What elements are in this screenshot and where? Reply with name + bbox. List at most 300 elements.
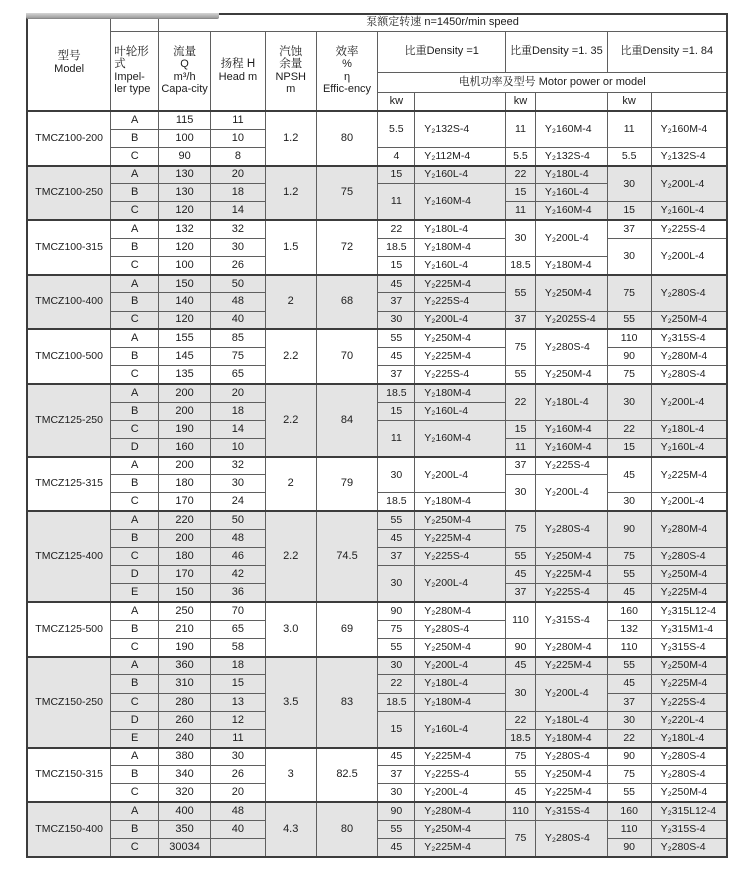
kw-density184-cell: 55: [607, 657, 651, 675]
motor-density1-cell: Y₂225M-4: [415, 347, 506, 365]
head-cell: 14: [211, 202, 266, 220]
efficiency-cell: 70: [316, 329, 378, 384]
capacity-cell: 115: [159, 111, 211, 129]
head-cell: 26: [211, 257, 266, 275]
kw-density135-cell: 55: [506, 548, 536, 566]
table-row: [27, 457, 727, 475]
kw-density1-cell: 37: [378, 366, 415, 384]
kw-density135-cell: 45: [506, 657, 536, 675]
capacity-cell: 200: [159, 529, 211, 547]
header-motor-model-density135: [535, 92, 607, 111]
kw-density1-cell: 15: [378, 166, 415, 184]
head-cell: 20: [211, 166, 266, 184]
model-cell: TMCZ100-315: [27, 220, 111, 275]
head-cell: 48: [211, 293, 266, 311]
head-cell: 12: [211, 711, 266, 729]
motor-density135-cell: Y₂280S-4: [535, 820, 607, 856]
head-cell: 15: [211, 675, 266, 693]
motor-density184-cell: Y₂180L-4: [651, 729, 727, 747]
head-cell: 18: [211, 402, 266, 420]
kw-density184-cell: 75: [607, 275, 651, 311]
motor-density135-cell: Y₂200L-4: [535, 675, 607, 711]
table-row: [27, 675, 727, 693]
table-row: [27, 784, 727, 802]
kw-density135-cell: 30: [506, 675, 536, 711]
impeller-cell: B: [111, 129, 159, 147]
capacity-cell: 160: [159, 438, 211, 456]
motor-density1-cell: Y₂132S-4: [415, 111, 506, 147]
kw-density135-cell: 37: [506, 457, 536, 475]
capacity-cell: 120: [159, 238, 211, 256]
impeller-cell: E: [111, 584, 159, 602]
table-row: [27, 802, 727, 820]
motor-density184-cell: Y₂225M-4: [651, 675, 727, 693]
motor-density1-cell: Y₂225S-4: [415, 293, 506, 311]
efficiency-cell: 82.5: [316, 748, 378, 803]
capacity-cell: 190: [159, 638, 211, 656]
impeller-cell: B: [111, 820, 159, 838]
head-cell: 10: [211, 438, 266, 456]
impeller-cell: D: [111, 711, 159, 729]
kw-density184-cell: 90: [607, 511, 651, 547]
motor-density1-cell: Y₂250M-4: [415, 638, 506, 656]
npsh-cell: 2: [265, 275, 316, 330]
model-cell: TMCZ125-250: [27, 384, 111, 457]
kw-density135-cell: 75: [506, 820, 536, 856]
head-cell: 24: [211, 493, 266, 511]
kw-density1-cell: 90: [378, 602, 415, 620]
head-cell: 50: [211, 511, 266, 529]
motor-density184-cell: Y₂200L-4: [651, 493, 727, 511]
head-cell: 46: [211, 548, 266, 566]
capacity-cell: 150: [159, 584, 211, 602]
impeller-cell: B: [111, 529, 159, 547]
head-cell: 8: [211, 147, 266, 165]
motor-density135-cell: Y₂250M-4: [535, 548, 607, 566]
kw-density184-cell: 110: [607, 329, 651, 347]
head-cell: 30: [211, 748, 266, 766]
motor-density135-cell: Y₂132S-4: [535, 147, 607, 165]
kw-density184-cell: 37: [607, 220, 651, 238]
header-motor-model-density184: [651, 92, 727, 111]
header-efficiency: 效率 % η Effic-ency: [316, 31, 378, 111]
table-row: [27, 493, 727, 511]
impeller-cell: B: [111, 402, 159, 420]
motor-density184-cell: Y₂280S-4: [651, 766, 727, 784]
header-model-en: Model: [54, 62, 85, 75]
motor-density1-cell: Y₂200L-4: [415, 566, 506, 602]
motor-density1-cell: Y₂160M-4: [415, 184, 506, 220]
capacity-cell: 140: [159, 293, 211, 311]
kw-density184-cell: 22: [607, 729, 651, 747]
motor-density135-cell: Y₂200L-4: [535, 220, 607, 256]
motor-density135-cell: Y₂225S-4: [535, 457, 607, 475]
capacity-cell: 30034: [159, 839, 211, 857]
pump-spec-table: [26, 13, 728, 858]
kw-density135-cell: 11: [506, 202, 536, 220]
table-row: [27, 111, 727, 129]
capacity-cell: 200: [159, 402, 211, 420]
capacity-cell: 350: [159, 820, 211, 838]
motor-density184-cell: Y₂315L12-4: [651, 602, 727, 620]
impeller-cell: D: [111, 566, 159, 584]
capacity-cell: 135: [159, 366, 211, 384]
kw-density184-cell: 30: [607, 238, 651, 274]
impeller-cell: C: [111, 693, 159, 711]
kw-density184-cell: 160: [607, 602, 651, 620]
kw-density184-cell: 75: [607, 766, 651, 784]
kw-density184-cell: 37: [607, 693, 651, 711]
header-kw-density184: kw: [607, 92, 651, 111]
motor-density184-cell: Y₂280S-4: [651, 548, 727, 566]
motor-density1-cell: Y₂225M-4: [415, 529, 506, 547]
efficiency-cell: 83: [316, 657, 378, 748]
impeller-cell: A: [111, 511, 159, 529]
npsh-cell: 2.2: [265, 329, 316, 384]
motor-density135-cell: Y₂180L-4: [535, 384, 607, 420]
capacity-cell: 340: [159, 766, 211, 784]
header-kw-density135: kw: [506, 92, 536, 111]
impeller-cell: A: [111, 275, 159, 293]
impeller-cell: C: [111, 784, 159, 802]
motor-density135-cell: Y₂2025S-4: [535, 311, 607, 329]
kw-density1-cell: 90: [378, 802, 415, 820]
impeller-cell: C: [111, 147, 159, 165]
capacity-cell: 320: [159, 784, 211, 802]
capacity-cell: 170: [159, 566, 211, 584]
motor-density184-cell: Y₂160M-4: [651, 111, 727, 147]
capacity-cell: 130: [159, 166, 211, 184]
efficiency-cell: 75: [316, 166, 378, 221]
capacity-cell: 200: [159, 384, 211, 402]
kw-density184-cell: 11: [607, 111, 651, 147]
head-cell: [211, 839, 266, 857]
motor-density135-cell: Y₂225M-4: [535, 784, 607, 802]
capacity-cell: 280: [159, 693, 211, 711]
npsh-cell: 3.5: [265, 657, 316, 748]
motor-density135-cell: Y₂250M-4: [535, 766, 607, 784]
kw-density184-cell: 90: [607, 839, 651, 857]
kw-density135-cell: 11: [506, 438, 536, 456]
impeller-cell: A: [111, 748, 159, 766]
table-row: [27, 548, 727, 566]
motor-density184-cell: Y₂200L-4: [651, 166, 727, 202]
head-cell: 65: [211, 366, 266, 384]
kw-density135-cell: 90: [506, 638, 536, 656]
table-row: [27, 220, 727, 238]
head-cell: 40: [211, 820, 266, 838]
motor-density1-cell: Y₂225S-4: [415, 366, 506, 384]
kw-density135-cell: 18.5: [506, 729, 536, 747]
motor-density1-cell: Y₂160L-4: [415, 166, 506, 184]
table-row: [27, 511, 727, 529]
motor-density1-cell: Y₂200L-4: [415, 657, 506, 675]
npsh-cell: 2.2: [265, 511, 316, 602]
motor-density135-cell: Y₂225S-4: [535, 584, 607, 602]
impeller-cell: C: [111, 202, 159, 220]
head-cell: 18: [211, 184, 266, 202]
motor-density184-cell: Y₂280S-4: [651, 366, 727, 384]
motor-density184-cell: Y₂280M-4: [651, 511, 727, 547]
motor-density1-cell: Y₂225M-4: [415, 748, 506, 766]
motor-density184-cell: Y₂315S-4: [651, 820, 727, 838]
impeller-cell: B: [111, 620, 159, 638]
kw-density184-cell: 30: [607, 384, 651, 420]
motor-density184-cell: Y₂315L12-4: [651, 802, 727, 820]
head-cell: 20: [211, 384, 266, 402]
kw-density184-cell: 55: [607, 566, 651, 584]
header-rated-speed: 泵额定转速 n=1450r/min speed: [159, 14, 727, 31]
motor-density1-cell: Y₂200L-4: [415, 311, 506, 329]
top-scrollbar-remnant: [26, 13, 219, 19]
impeller-cell: B: [111, 475, 159, 493]
capacity-cell: 120: [159, 202, 211, 220]
head-cell: 26: [211, 766, 266, 784]
efficiency-cell: 80: [316, 111, 378, 166]
head-cell: 42: [211, 566, 266, 584]
capacity-cell: 170: [159, 493, 211, 511]
kw-density184-cell: 22: [607, 420, 651, 438]
motor-density184-cell: Y₂280S-4: [651, 748, 727, 766]
kw-density1-cell: 45: [378, 529, 415, 547]
capacity-cell: 100: [159, 257, 211, 275]
kw-density135-cell: 22: [506, 711, 536, 729]
kw-density1-cell: 45: [378, 748, 415, 766]
capacity-cell: 310: [159, 675, 211, 693]
kw-density135-cell: 37: [506, 584, 536, 602]
header-density-135: 比重Density =1. 35: [506, 31, 608, 72]
npsh-cell: 2.2: [265, 384, 316, 457]
kw-density1-cell: 45: [378, 347, 415, 365]
kw-density1-cell: 15: [378, 711, 415, 747]
motor-density135-cell: Y₂280S-4: [535, 329, 607, 365]
motor-density135-cell: Y₂225M-4: [535, 566, 607, 584]
table-row: [27, 602, 727, 620]
motor-density184-cell: Y₂200L-4: [651, 238, 727, 274]
header-model-zh: 型号: [57, 49, 81, 62]
model-cell: TMCZ100-250: [27, 166, 111, 221]
capacity-cell: 380: [159, 748, 211, 766]
kw-density1-cell: 55: [378, 820, 415, 838]
kw-density135-cell: 55: [506, 766, 536, 784]
table-row: [27, 366, 727, 384]
motor-density184-cell: Y₂250M-4: [651, 311, 727, 329]
capacity-cell: 90: [159, 147, 211, 165]
kw-density184-cell: 15: [607, 202, 651, 220]
npsh-cell: 2: [265, 457, 316, 512]
table-row: [27, 147, 727, 165]
table-row: [27, 347, 727, 365]
motor-density1-cell: Y₂280S-4: [415, 620, 506, 638]
head-cell: 32: [211, 220, 266, 238]
motor-density184-cell: Y₂315S-4: [651, 638, 727, 656]
impeller-cell: A: [111, 329, 159, 347]
model-cell: TMCZ125-500: [27, 602, 111, 657]
kw-density1-cell: 75: [378, 620, 415, 638]
table-row: [27, 820, 727, 838]
impeller-cell: A: [111, 802, 159, 820]
capacity-cell: 180: [159, 475, 211, 493]
motor-density1-cell: Y₂180M-4: [415, 493, 506, 511]
capacity-cell: 150: [159, 275, 211, 293]
motor-density1-cell: Y₂250M-4: [415, 820, 506, 838]
kw-density1-cell: 37: [378, 293, 415, 311]
motor-density135-cell: Y₂280S-4: [535, 748, 607, 766]
motor-density135-cell: Y₂250M-4: [535, 366, 607, 384]
kw-density135-cell: 22: [506, 384, 536, 420]
model-cell: TMCZ100-500: [27, 329, 111, 384]
motor-density1-cell: Y₂180M-4: [415, 384, 506, 402]
head-cell: 11: [211, 729, 266, 747]
impeller-cell: C: [111, 366, 159, 384]
motor-density184-cell: Y₂160L-4: [651, 202, 727, 220]
kw-density1-cell: 11: [378, 184, 415, 220]
impeller-cell: A: [111, 220, 159, 238]
motor-density184-cell: Y₂225S-4: [651, 220, 727, 238]
kw-density135-cell: 22: [506, 166, 536, 184]
motor-density1-cell: Y₂250M-4: [415, 511, 506, 529]
table-body: [27, 111, 727, 857]
kw-density1-cell: 22: [378, 675, 415, 693]
kw-density1-cell: 15: [378, 402, 415, 420]
motor-density135-cell: Y₂180M-4: [535, 257, 607, 275]
table-row: [27, 166, 727, 184]
kw-density135-cell: 55: [506, 366, 536, 384]
efficiency-cell: 72: [316, 220, 378, 275]
kw-density1-cell: 30: [378, 566, 415, 602]
kw-density184-cell: 30: [607, 166, 651, 202]
impeller-cell: D: [111, 438, 159, 456]
impeller-cell: A: [111, 602, 159, 620]
kw-density1-cell: 55: [378, 511, 415, 529]
kw-density135-cell: 110: [506, 602, 536, 638]
motor-density184-cell: Y₂132S-4: [651, 147, 727, 165]
motor-density1-cell: Y₂160M-4: [415, 420, 506, 456]
kw-density135-cell: 30: [506, 475, 536, 511]
kw-density1-cell: 55: [378, 638, 415, 656]
impeller-cell: C: [111, 493, 159, 511]
capacity-cell: 120: [159, 311, 211, 329]
kw-density135-cell: 45: [506, 566, 536, 584]
kw-density135-cell: 45: [506, 784, 536, 802]
kw-density1-cell: 15: [378, 257, 415, 275]
kw-density184-cell: 160: [607, 802, 651, 820]
kw-density135-cell: 55: [506, 275, 536, 311]
table-row: [27, 275, 727, 293]
table-row: [27, 638, 727, 656]
capacity-cell: 260: [159, 711, 211, 729]
kw-density184-cell: 45: [607, 675, 651, 693]
impeller-cell: B: [111, 293, 159, 311]
table-row: [27, 311, 727, 329]
motor-density135-cell: Y₂250M-4: [535, 275, 607, 311]
npsh-cell: 1.2: [265, 166, 316, 221]
kw-density1-cell: 45: [378, 275, 415, 293]
head-cell: 32: [211, 457, 266, 475]
model-cell: TMCZ150-400: [27, 802, 111, 857]
motor-density135-cell: Y₂160M-4: [535, 111, 607, 147]
capacity-cell: 100: [159, 129, 211, 147]
impeller-cell: A: [111, 384, 159, 402]
motor-density1-cell: Y₂160L-4: [415, 402, 506, 420]
head-cell: 30: [211, 238, 266, 256]
motor-density184-cell: Y₂280S-4: [651, 275, 727, 311]
motor-density135-cell: Y₂280S-4: [535, 511, 607, 547]
kw-density184-cell: 30: [607, 711, 651, 729]
head-cell: 48: [211, 802, 266, 820]
kw-density135-cell: 15: [506, 184, 536, 202]
capacity-cell: 360: [159, 657, 211, 675]
kw-density135-cell: 18.5: [506, 257, 536, 275]
header-motor-model-density1: [415, 92, 506, 111]
table-row: [27, 420, 727, 438]
efficiency-cell: 74.5: [316, 511, 378, 602]
header-model: [27, 14, 111, 111]
motor-density135-cell: Y₂200L-4: [535, 475, 607, 511]
capacity-cell: 130: [159, 184, 211, 202]
motor-density135-cell: Y₂180M-4: [535, 729, 607, 747]
kw-density184-cell: 75: [607, 366, 651, 384]
efficiency-cell: 69: [316, 602, 378, 657]
kw-density1-cell: 18.5: [378, 384, 415, 402]
table-row: [27, 693, 727, 711]
kw-density184-cell: 45: [607, 457, 651, 493]
motor-density184-cell: Y₂250M-4: [651, 657, 727, 675]
impeller-cell: E: [111, 729, 159, 747]
kw-density1-cell: 18.5: [378, 693, 415, 711]
impeller-cell: A: [111, 457, 159, 475]
capacity-cell: 145: [159, 347, 211, 365]
efficiency-cell: 84: [316, 384, 378, 457]
head-cell: 50: [211, 275, 266, 293]
motor-density184-cell: Y₂200L-4: [651, 384, 727, 420]
header-npsh: 汽蚀 余量 NPSH m: [265, 31, 316, 111]
capacity-cell: 210: [159, 620, 211, 638]
motor-density184-cell: Y₂225M-4: [651, 584, 727, 602]
head-cell: 75: [211, 347, 266, 365]
motor-density184-cell: Y₂160L-4: [651, 438, 727, 456]
impeller-cell: B: [111, 347, 159, 365]
capacity-cell: 200: [159, 457, 211, 475]
impeller-cell: A: [111, 111, 159, 129]
efficiency-cell: 68: [316, 275, 378, 330]
npsh-cell: 3: [265, 748, 316, 803]
kw-density1-cell: 37: [378, 548, 415, 566]
motor-density135-cell: Y₂315S-4: [535, 802, 607, 820]
motor-density1-cell: Y₂160L-4: [415, 257, 506, 275]
motor-density135-cell: Y₂180L-4: [535, 711, 607, 729]
kw-density135-cell: 30: [506, 220, 536, 256]
header-density-184: 比重Density =1. 84: [607, 31, 727, 72]
impeller-cell: C: [111, 420, 159, 438]
motor-density1-cell: Y₂160L-4: [415, 711, 506, 747]
motor-density1-cell: Y₂180L-4: [415, 220, 506, 238]
capacity-cell: 180: [159, 548, 211, 566]
kw-density135-cell: 37: [506, 311, 536, 329]
motor-density1-cell: Y₂200L-4: [415, 784, 506, 802]
motor-density1-cell: Y₂225S-4: [415, 548, 506, 566]
head-cell: 13: [211, 693, 266, 711]
kw-density1-cell: 30: [378, 657, 415, 675]
motor-density1-cell: Y₂200L-4: [415, 457, 506, 493]
model-cell: TMCZ100-400: [27, 275, 111, 330]
header-density-1: 比重Density =1: [378, 31, 506, 72]
impeller-cell: B: [111, 184, 159, 202]
kw-density184-cell: 45: [607, 584, 651, 602]
motor-density135-cell: Y₂160L-4: [535, 184, 607, 202]
motor-density1-cell: Y₂280M-4: [415, 602, 506, 620]
motor-density184-cell: Y₂225S-4: [651, 693, 727, 711]
